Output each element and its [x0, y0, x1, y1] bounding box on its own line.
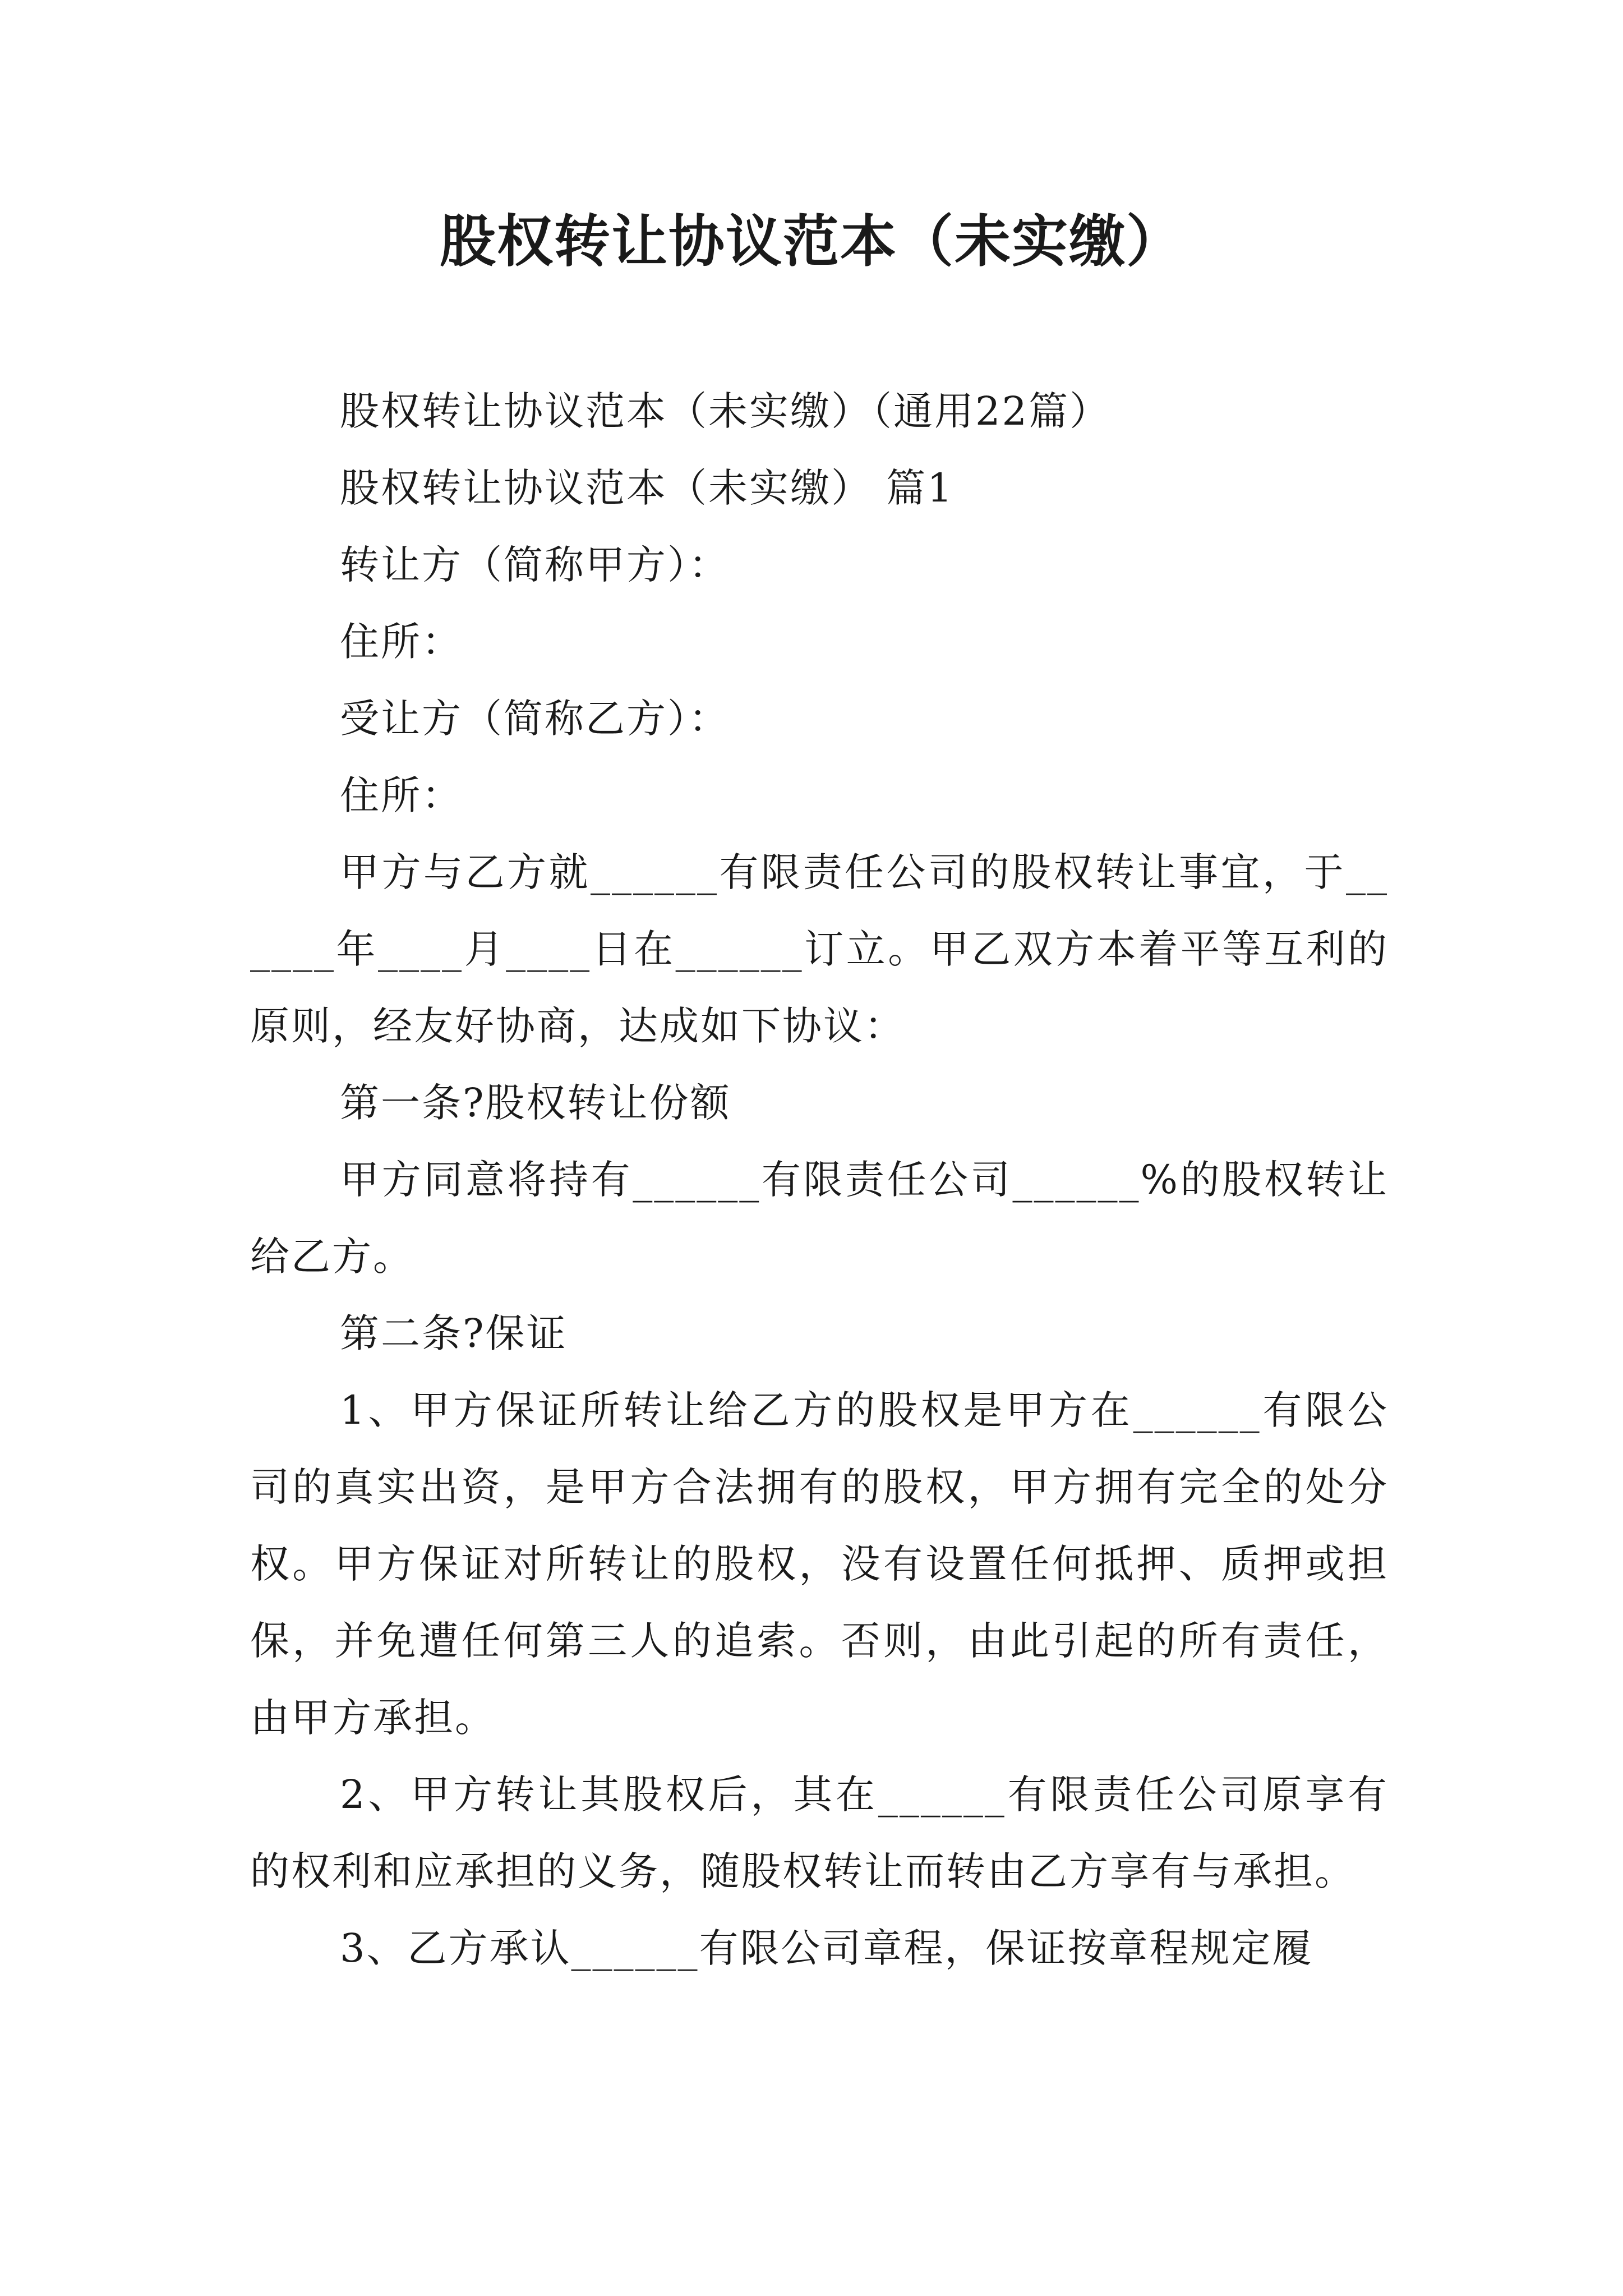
paragraph-article-2-item-2: 2、甲方转让其股权后，其在______有限责任公司原享有的权利和应承担的义务，随股权转让而转由乙方享有与承担。 [250, 1772, 1389, 1894]
paragraph-subtitle: 股权转让协议范本（未实缴）（通用22篇） [340, 388, 1111, 434]
paragraph-article-2-item-1: 1、甲方保证所转让给乙方的股权是甲方在______有限公司的真实出资，是甲方合法拥有的股权，甲方拥有完全的处分权。甲方保证对所转让的股权，没有设置任何抵押、质押或担保，并免遭任何第三人的追索。否则，由此引起的所有责任，由甲方承担。 [250, 1387, 1389, 1741]
paragraph-transferee: 受让方（简称乙方）： [340, 696, 730, 742]
paragraph-preamble: 甲方与乙方就______有限责任公司的股权转让事宜，于______年____月____日在______订立。甲乙双方本着平等互利的原则，经友好协商，达成如下协议： [250, 849, 1389, 1049]
paragraph-article-2-item-3: 3、乙方承认______有限公司章程，保证按章程规定履 [340, 1925, 1313, 1971]
paragraph-article-1-body: 甲方同意将持有______有限责任公司______%的股权转让给乙方。 [250, 1157, 1389, 1280]
paragraph-transferee-address: 住所： [340, 772, 463, 818]
paragraph-transferor: 转让方（简称甲方）： [340, 542, 730, 588]
paragraph-article-1-heading: 第一条?股权转让份额 [340, 1080, 731, 1126]
paragraph-article-2-heading: 第二条?保证 [340, 1310, 568, 1356]
document-title: 股权转让协议范本（未实缴） [440, 208, 1183, 274]
paragraph-transferor-address: 住所： [340, 619, 463, 665]
document-body [250, 373, 1389, 1987]
paragraph-section-heading: 股权转让协议范本（未实缴） 篇1 [340, 465, 954, 511]
